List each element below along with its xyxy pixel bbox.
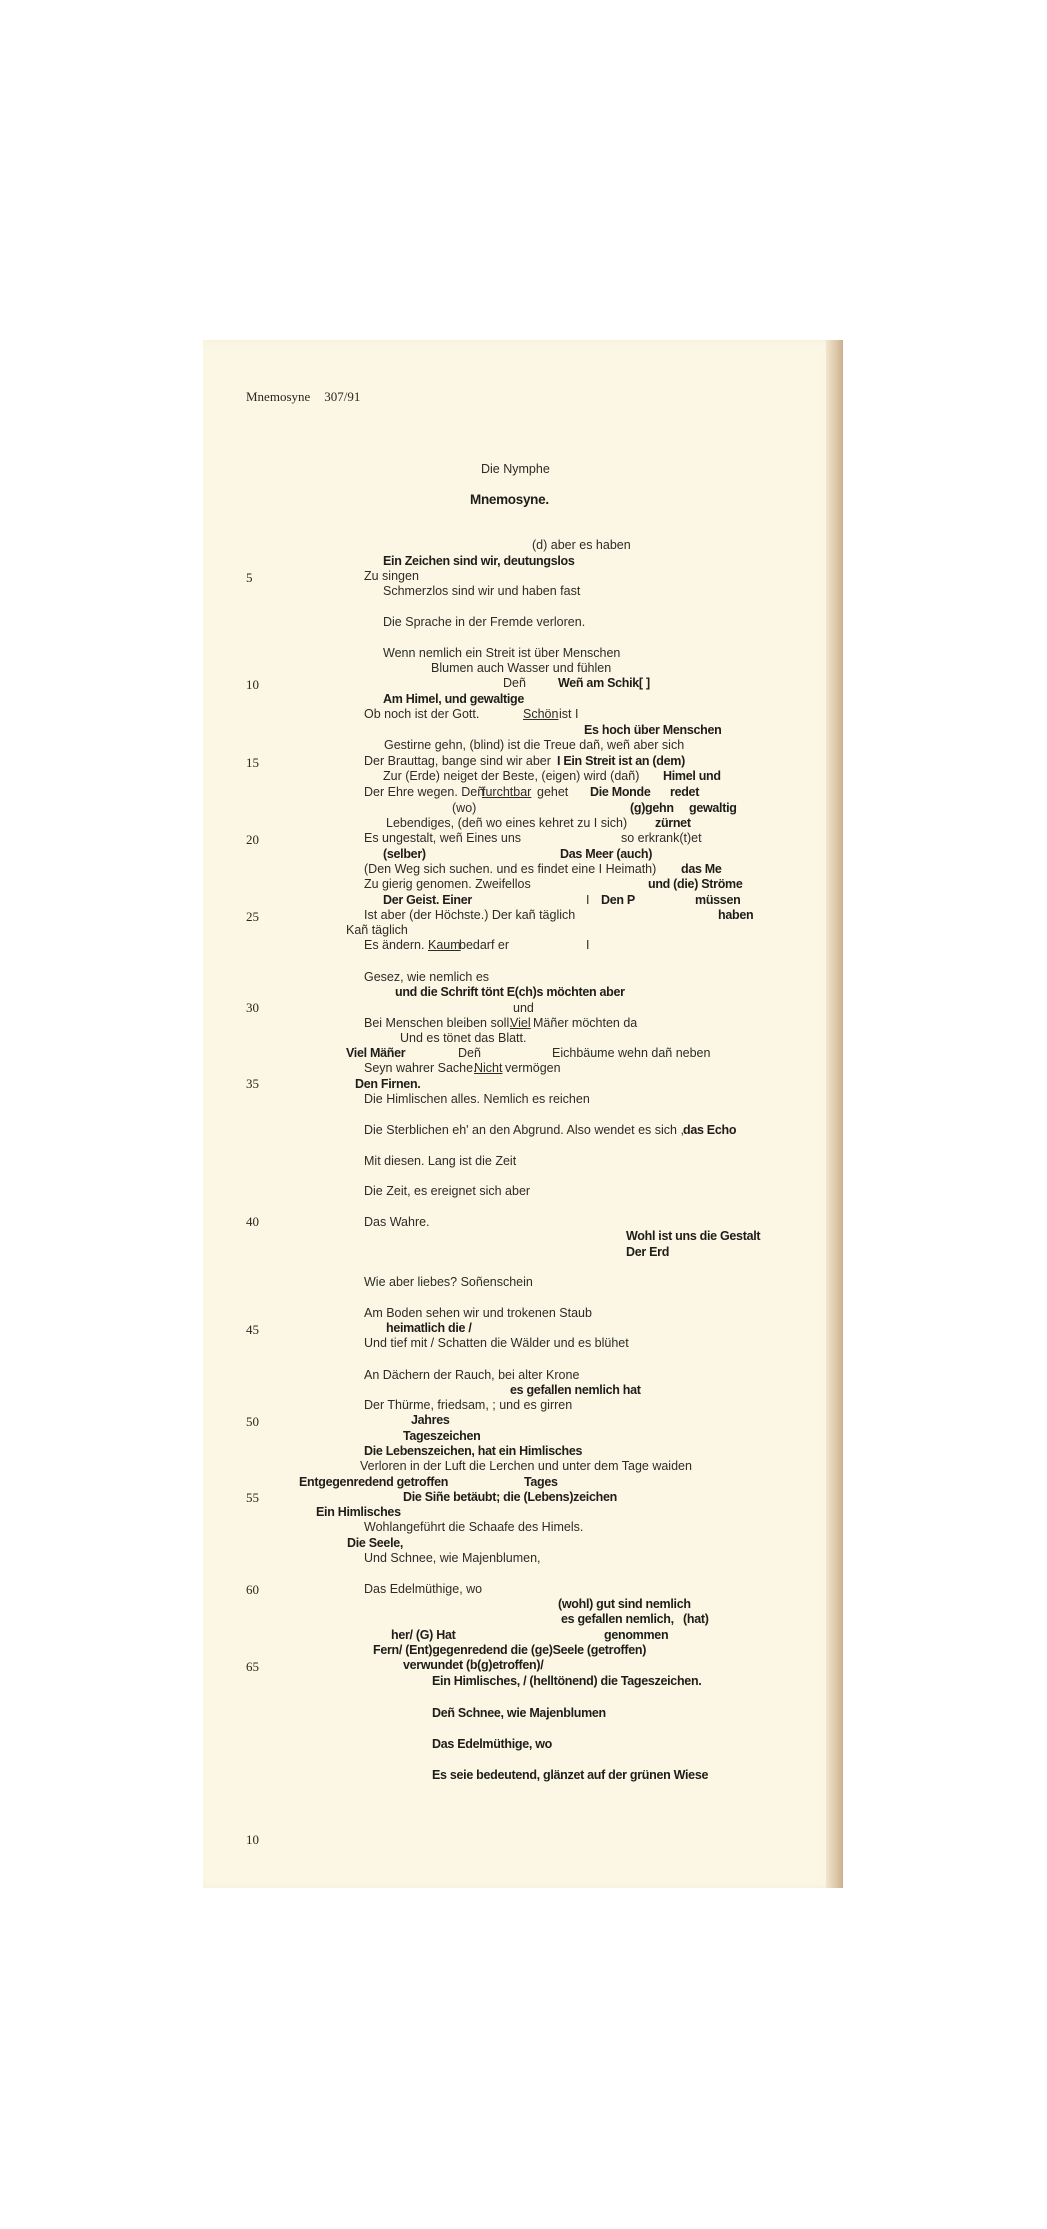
poem-line: zürnet [655, 816, 691, 830]
poem-line: (selber) [383, 847, 426, 861]
poem-line: Das Wahre. [364, 1215, 430, 1229]
title-mnemosyne: Mnemosyne. [470, 492, 549, 507]
poem-line: I [586, 893, 590, 907]
poem-line: Ein Himlisches, / (helltönend) die Tageszeichen. [432, 1674, 702, 1688]
poem-line: Die Zeit, es ereignet sich aber [364, 1184, 531, 1198]
poem-line: Nicht [474, 1061, 503, 1075]
line-number: 25 [246, 909, 259, 924]
poem-line: verwundet (b(g)etroffen)/ [403, 1658, 544, 1672]
poem-line: Am Boden sehen wir und trokenen Staub [364, 1306, 592, 1320]
poem-line: vermögen [505, 1061, 561, 1075]
poem-line: Verloren in der Luft die Lerchen und unter dem Tage waiden [360, 1459, 692, 1473]
poem-line: furchtbar [482, 785, 532, 799]
poem-line: Lebendiges, (deñ wo eines kehret zu I sich) [386, 816, 628, 830]
poem-line: ist I [559, 707, 579, 721]
poem-line: Und tief mit / Schatten die Wälder und es blühet [364, 1336, 629, 1350]
line-number: 5 [246, 570, 253, 585]
poem-line: Viel Mäñer [346, 1046, 406, 1060]
poem-line: Das Edelmüthige, wo [364, 1582, 483, 1596]
poem-line: Ob noch ist der Gott. [364, 707, 480, 721]
poem-line: Fern/ (Ent)gegenredend die (ge)Seele (getroffen) [373, 1643, 647, 1657]
poem-line: Es ändern. [364, 938, 425, 952]
poem-line: das Echo [683, 1123, 737, 1137]
poem-line: Der Thürme, friedsam, ; und es girren [364, 1398, 573, 1412]
poem-line: An Dächern der Rauch, bei alter Krone [364, 1368, 580, 1382]
poem-line: (Den Weg sich suchen. und es findet eine I Heimath) [364, 862, 657, 876]
poem-line: haben [718, 908, 754, 922]
poem-line: redet [670, 785, 700, 799]
poem-line: Seyn wahrer Sache. [364, 1061, 477, 1075]
poem-line: Die Monde [590, 785, 651, 799]
line-number: 10 [246, 677, 259, 692]
page-header [246, 389, 360, 405]
poem-line: müssen [695, 893, 741, 907]
poem-line: das Me [681, 862, 722, 876]
poem-line: Schön [523, 707, 559, 721]
poem-line: Eichbäume wehn dañ neben [552, 1046, 711, 1060]
poem-line: Das Edelmüthige, wo [432, 1737, 553, 1751]
poem-line: Die Himlischen alles. Nemlich es reichen [364, 1092, 590, 1106]
poem-line: Tageszeichen [403, 1429, 481, 1443]
poem-line: Die Siñe betäubt; die (Lebens)zeichen [403, 1490, 617, 1504]
poem-line: Am Himel, und gewaltige [383, 692, 525, 706]
poem-line: Ist aber (der Höchste.) Der kañ täglich [364, 908, 576, 922]
poem-line: Deñ [458, 1046, 481, 1060]
line-number: 60 [246, 1582, 259, 1597]
poem-line: Wenn nemlich ein Streit ist über Menschen [383, 646, 621, 660]
line-number: 45 [246, 1322, 259, 1337]
poem-line: Zur (Erde) neiget der Beste, (eigen) wird (dañ) [383, 769, 640, 783]
poem-line: bedarf er [459, 938, 510, 952]
poem-line: Den Firnen. [355, 1077, 421, 1091]
poem-line: Der Erd [626, 1245, 670, 1259]
poem-line: Deñ Schnee, wie Majenblumen [432, 1706, 606, 1720]
poem-line: Der Ehre wegen. Deñ [364, 785, 485, 799]
poem-line: genommen [604, 1628, 669, 1642]
poem-line: Der Brauttag, bange sind wir aber [364, 754, 551, 768]
poem-line: I Ein Streit ist an (dem) [557, 754, 685, 768]
header-ref: 307/91 [324, 389, 361, 404]
poem-line: Gesez, wie nemlich es [364, 970, 490, 984]
poem-line: Den P [601, 893, 635, 907]
poem-line: Entgegenredend getroffen [299, 1475, 449, 1489]
poem-line: Zu singen [364, 569, 419, 583]
poem-line: Kañ täglich [346, 923, 408, 937]
poem-line: Die Seele, [347, 1536, 404, 1550]
poem-line: Mäñer möchten da [533, 1016, 638, 1030]
poem-line: Die Sterblichen eh' an den Abgrund. Also wendet es sich , [364, 1123, 684, 1137]
poem-line: Mit diesen. Lang ist die Zeit [364, 1154, 517, 1168]
line-number: 55 [246, 1490, 259, 1505]
poem-line: Das Meer (auch) [560, 847, 653, 861]
header-title: Mnemosyne [246, 389, 311, 404]
poem-line: und die Schrift tönt E(ch)s möchten aber [395, 985, 625, 999]
poem-line: heimatlich die / [386, 1321, 472, 1335]
poem-line: I [586, 938, 590, 952]
line-number: 20 [246, 832, 259, 847]
line-number: 65 [246, 1659, 259, 1674]
poem-line: so erkrank(t)et [621, 831, 702, 845]
poem-line: Deñ [503, 676, 526, 690]
poem-line: Blumen auch Wasser und fühlen [431, 661, 612, 675]
poem-line: gehet [537, 785, 569, 799]
poem-line: Tages [524, 1475, 558, 1489]
poem-line: Die Sprache in der Fremde verloren. [383, 615, 586, 629]
poem-line: (d) aber es haben [532, 538, 631, 552]
line-number: 30 [246, 1000, 259, 1015]
poem-line: Ein Zeichen sind wir, deutungslos [383, 554, 575, 568]
poem-line: Bei Menschen bleiben soll. [364, 1016, 513, 1030]
poem-line: Es hoch über Menschen [584, 723, 722, 737]
page-edge [826, 340, 843, 1888]
poem-line: und [513, 1001, 534, 1015]
poem-line: Wie aber liebes? Soñenschein [364, 1275, 533, 1289]
poem-line: Weñ am Schik[ ] [558, 676, 650, 690]
poem-line: (wo) [452, 801, 477, 815]
title-nymphe: Die Nymphe [481, 462, 550, 476]
poem-line: Und Schnee, wie Majenblumen, [364, 1551, 541, 1565]
poem-line: es gefallen nemlich, [561, 1612, 674, 1626]
poem-line: und (die) Ströme [648, 877, 743, 891]
poem-line: Wohlangeführt die Schaafe des Himels. [364, 1520, 584, 1534]
poem-line: Ein Himlisches [316, 1505, 401, 1519]
poem-line: (hat) [683, 1612, 709, 1626]
poem-line: Der Geist. Einer [383, 893, 472, 907]
poem-line: (g)gehn [630, 801, 674, 815]
poem-line: Himel und [663, 769, 721, 783]
poem-line: Es seie bedeutend, glänzet auf der grünen Wiese [432, 1768, 709, 1782]
poem-line: gewaltig [689, 801, 737, 815]
poem-line: es gefallen nemlich hat [510, 1383, 641, 1397]
poem-line: Schmerzlos sind wir und haben fast [383, 584, 581, 598]
poem-line: Die Lebenszeichen, hat ein Himlisches [364, 1444, 583, 1458]
folio-number: 10 [246, 1832, 259, 1847]
poem-line: Zu gierig genomen. Zweifellos [364, 877, 531, 891]
line-number: 40 [246, 1214, 259, 1229]
line-number: 50 [246, 1414, 259, 1429]
poem-line: Gestirne gehn, (blind) ist die Treue dañ, weñ aber sich [384, 738, 685, 752]
poem-line: Jahres [411, 1413, 450, 1427]
line-number: 15 [246, 755, 259, 770]
line-number: 35 [246, 1076, 259, 1091]
poem-line: her/ (G) Hat [391, 1628, 456, 1642]
poem-line: Kaum [428, 938, 461, 952]
poem-line: (wohl) gut sind nemlich [558, 1597, 691, 1611]
poem-line: Und es tönet das Blatt. [400, 1031, 527, 1045]
poem-line: Wohl ist uns die Gestalt [626, 1229, 761, 1243]
poem-line: Viel [510, 1016, 531, 1030]
poem-line: Es ungestalt, weñ Eines uns [364, 831, 522, 845]
